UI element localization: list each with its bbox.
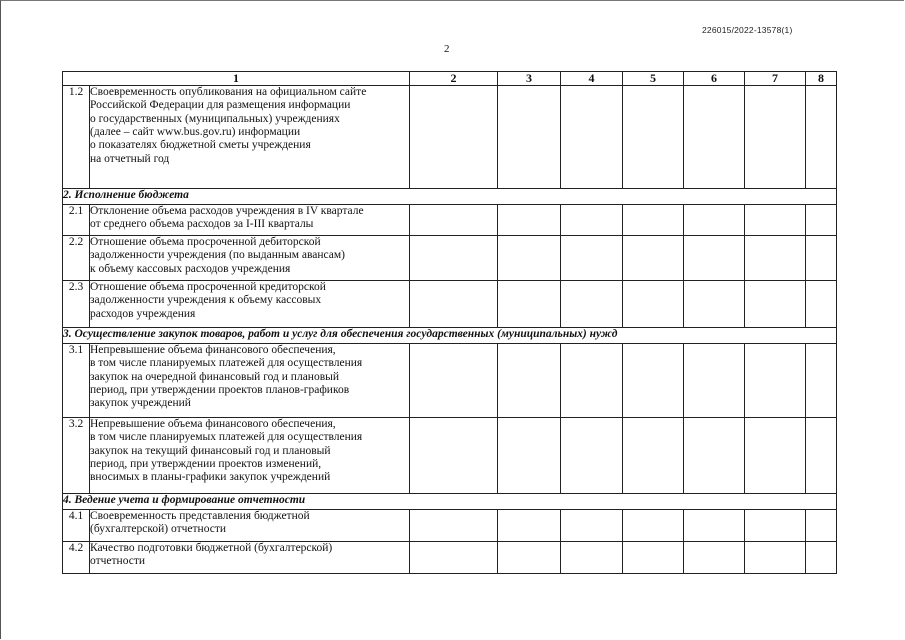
table-row bbox=[63, 205, 837, 236]
section-row bbox=[63, 189, 837, 205]
section-row bbox=[63, 328, 837, 344]
table-row bbox=[63, 86, 837, 189]
indicator-text: Непревышение объема финансового обеспечения, в том числе планируемых платежей для осуществления закупок на текущий финансовый год и плановый период, при утверждении проектов изменений, вносимых в планы-графики закупок учреждений bbox=[90, 418, 410, 494]
row-number: 2.3 bbox=[63, 281, 90, 328]
header-col-4: 4 bbox=[561, 72, 623, 86]
row-number: 4.2 bbox=[63, 542, 90, 574]
header-col-6: 6 bbox=[684, 72, 745, 86]
indicator-text: Своевременность опубликования на официальном сайте Российской Федерации для размещения информации о государственных (муниципальных) учреждениях (далее – сайт www.bus.gov.ru) информации о показателях бюджетной сметы учреждения на отчетный год bbox=[90, 86, 410, 189]
indicator-text: Отношение объема просроченной кредиторской задолженности учреждения к объему кассовых расходов учреждения bbox=[90, 281, 410, 328]
section-heading: 4. Ведение учета и формирование отчетности bbox=[63, 494, 837, 510]
row-number: 2.1 bbox=[63, 205, 90, 236]
indicator-text: Непревышение объема финансового обеспечения, в том числе планируемых платежей для осуществления закупок на очередной финансовый год и плановый период, при утверждении проектов планов-графиков закупок учреждений bbox=[90, 344, 410, 418]
document-id: 226015/2022-13578(1) bbox=[702, 25, 793, 35]
header-col-5: 5 bbox=[623, 72, 684, 86]
row-number: 3.2 bbox=[63, 418, 90, 494]
indicator-text: Своевременность представления бюджетной (бухгалтерской) отчетности bbox=[90, 510, 410, 542]
row-number: 3.1 bbox=[63, 344, 90, 418]
header-col-2: 2 bbox=[410, 72, 498, 86]
table-row bbox=[63, 236, 837, 281]
section-heading: 2. Исполнение бюджета bbox=[63, 189, 837, 205]
header-col-8: 8 bbox=[806, 72, 837, 86]
table-row bbox=[63, 418, 837, 494]
header-col-1: 1 bbox=[63, 72, 410, 86]
page-number: 2 bbox=[444, 43, 450, 55]
indicator-text: Отношение объема просроченной дебиторской задолженности учреждения (по выданным авансам) к объему кассовых расходов учреждения bbox=[90, 236, 410, 281]
table-row bbox=[63, 344, 837, 418]
indicator-text: Качество подготовки бюджетной (бухгалтерской) отчетности bbox=[90, 542, 410, 574]
row-number: 1.2 bbox=[63, 86, 90, 189]
header-col-3: 3 bbox=[498, 72, 561, 86]
indicators-table bbox=[62, 71, 837, 574]
column-number-header bbox=[63, 72, 837, 86]
table-row bbox=[63, 542, 837, 574]
row-number: 2.2 bbox=[63, 236, 90, 281]
table-row bbox=[63, 281, 837, 328]
header-col-7: 7 bbox=[745, 72, 806, 86]
section-row bbox=[63, 494, 837, 510]
table-row bbox=[63, 510, 837, 542]
section-heading: 3. Осуществление закупок товаров, работ и услуг для обеспечения государственных (муниципальных) нужд bbox=[63, 328, 837, 344]
indicator-text: Отклонение объема расходов учреждения в IV квартале от среднего объема расходов за I-III кварталы bbox=[90, 205, 410, 236]
row-number: 4.1 bbox=[63, 510, 90, 542]
